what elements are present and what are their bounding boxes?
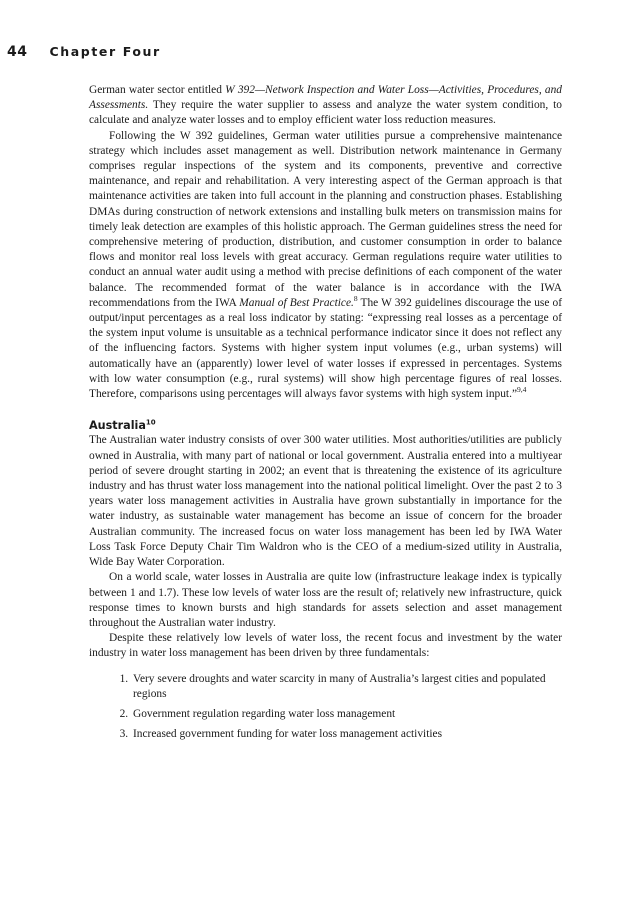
paragraph-australia-industry: The Australian water industry consists of over 300 water utilities. Most authorities/utilities are publicly owned in Australia, with many part of national or local government. Australia entered into a multiyear period of severe drought starting in 2002; an event that is threatening the existence of its agriculture industry and has thrust water loss management into the national political limelight. Over the past 2 to 3 years water loss management activities in Australia have grown substantially in importance for the water industry, as sustainable water management has become an issue of concern for the broader Australian community. The increased focus on water loss management has been led by IWA Water Loss Task Force Deputy Chair Tim Waldron who is the CEO of a medium-sized utility in Australia, Wide Bay Water Corporation.: [89, 434, 562, 569]
footnote-ref: 9,4: [517, 385, 527, 395]
paragraph-australia-world-scale: On a world scale, water losses in Australia are quite low (infrastructure leakage index is typically between 1 and 1.7). These low levels of water loss are the result of; relatively new infrastructure, quick response times to known bursts and high standards for assets selection and asset management throughout the Australian water industry.: [89, 571, 562, 629]
fundamentals-list: [89, 672, 562, 743]
paragraph-australia-fundamentals: Despite these relatively low levels of water loss, the recent focus and investment by the water industry in water loss management has been driven by three fundamentals:: [89, 632, 562, 660]
document-title-italic: W 392—Network Inspection and Water Loss—Activities, Procedures, and Assessments.: [89, 84, 562, 112]
list-item: 1. Very severe droughts and water scarcity in many of Australia’s largest cities and populated regions: [131, 672, 562, 702]
list-item: 3. Increased government funding for water loss management activities: [131, 727, 562, 742]
paragraph-german-intro: German water sector entitled W 392—Network Inspection and Water Loss—Activities, Procedures, and Assessments. They require the water supplier to assess and analyze the water system condition, to calculate and analyze water losses and to employ efficient water loss reduction measures.: [89, 84, 562, 127]
footnote-ref: 10: [145, 418, 156, 427]
footnote-ref: 8: [353, 294, 358, 304]
list-item: 2. Government regulation regarding water loss management: [131, 707, 562, 722]
section-heading-australia: Australia$^{10}$: [89, 418, 156, 433]
chapter-title: Chapter Four: [49, 44, 161, 59]
paragraph-german-guidelines: Following the W 392 guidelines, German water utilities pursue a comprehensive maintenance strategy which includes asset management as well. Distribution network maintenance in Germany comprises regular inspections of the system and its components, preventive and corrective maintenance, and repair and rehabilitation. A very interesting aspect of the German approach is that maintenance activities are taken into full account in the planning and construction phases. Establishing DMAs during construction of network extensions and installing bulk meters on transmission mains for timely leak detection are examples of this holistic approach. The German guidelines stress the need for comprehensive metering of production, distribution, and customer consumption in order to balance flows and monitor real loss levels with great accuracy. German regulations require water utilities to conduct an annual water audit using a method with precise definitions of each component of the water balance. The recommended format of the water balance is in accordance with the IWA recommendations from the IWA Manual of Best Practice.$^8$ The W 392 guidelines discourage the use of output/input percentages as a real loss indicator by stating: “expressing real losses as a percentage of the system input volume is unsuitable as a technical performance indicator since it does not reflect any of the influencing factors. Systems with higher system input volumes (e.g., urban systems) will automatically have an (apparently) lower level of water losses if expressed in percentages. Systems with low water consumption (e.g., rural systems) will show high percentage figures of real losses. Therefore, comparisons using percentages will always favor systems with high system input.”$^{9,4}$: [89, 129, 562, 401]
page-body: [89, 83, 562, 747]
page-number: 44: [7, 44, 28, 60]
manual-title-italic: Manual of Best Practice.: [239, 296, 354, 309]
running-header: [7, 44, 161, 60]
